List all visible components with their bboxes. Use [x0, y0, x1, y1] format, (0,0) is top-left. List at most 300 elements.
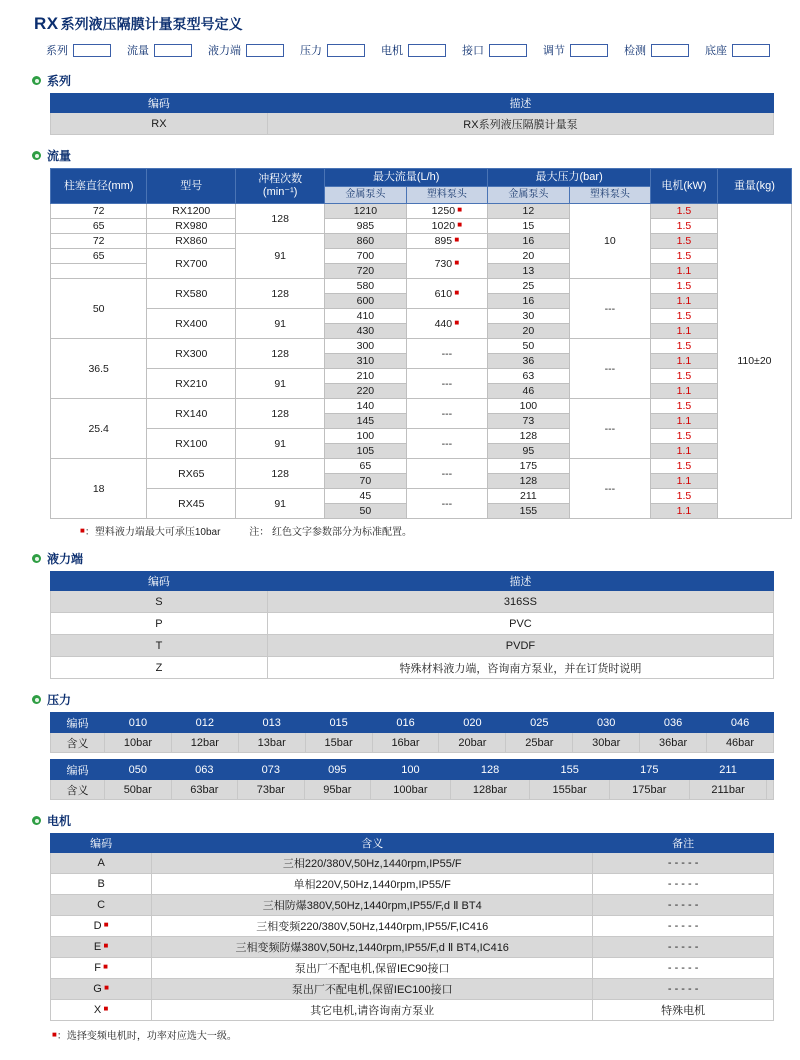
- pressure-value-cell: 12bar: [171, 733, 238, 753]
- table-row: [51, 733, 774, 753]
- flow-cell-piston: 72: [51, 204, 147, 219]
- table-header-row: [51, 760, 774, 780]
- code-input-motor[interactable]: [408, 44, 446, 57]
- table-row: [51, 613, 774, 635]
- code-label-detect: 检测: [624, 45, 646, 57]
- flow-cell-metal-flow: 700: [325, 249, 407, 264]
- pressure-value-cell: 10bar: [105, 733, 172, 753]
- flow-cell-strokes: 128: [236, 204, 325, 234]
- pressure-value-cell: 100bar: [371, 780, 451, 800]
- liquid-end-code: P: [51, 613, 268, 635]
- flow-cell-plastic-pressure: ---: [569, 279, 651, 339]
- motor-remark: - - - - -: [593, 937, 774, 958]
- flow-cell-metal-flow: 430: [325, 324, 407, 339]
- flow-cell-metal-pressure: 36: [488, 354, 570, 369]
- pressure-value-cell: 128bar: [450, 780, 530, 800]
- flow-cell-plastic-flow: ---: [406, 399, 488, 429]
- motor-code: A: [51, 853, 152, 874]
- pressure-value-cell: 25bar: [506, 733, 573, 753]
- pressure-code-cell: 128: [450, 760, 530, 780]
- motor-header-remark: 备注: [593, 834, 774, 853]
- motor-remark: - - - - -: [593, 874, 774, 895]
- flow-cell-metal-pressure: 20: [488, 249, 570, 264]
- liquid-end-desc: PVC: [267, 613, 773, 635]
- note-marker-icon: ■: [101, 983, 109, 993]
- flow-cell-model: RX65: [147, 459, 236, 489]
- flow-subheader-metal-flow: 金属泵头: [325, 187, 407, 204]
- pressure-value-cell: 63bar: [171, 780, 238, 800]
- note-marker-icon: ■: [101, 920, 109, 930]
- table-row: [51, 895, 774, 916]
- pressure-value-cell: 73bar: [238, 780, 305, 800]
- motor-code: C: [51, 895, 152, 916]
- motor-remark: - - - - -: [593, 895, 774, 916]
- pressure-code-cell: 016: [372, 713, 439, 733]
- flow-cell-motor: 1.5: [651, 219, 718, 234]
- note-marker-icon: ■: [452, 257, 460, 267]
- section-heading-series: [32, 72, 778, 89]
- motor-meaning: 泵出厂不配电机,保留IEC90接口: [152, 958, 593, 979]
- flow-cell-strokes: 128: [236, 339, 325, 369]
- flow-cell-motor: 1.5: [651, 339, 718, 354]
- pressure-label-code: 编码: [51, 713, 105, 733]
- motor-code: B: [51, 874, 152, 895]
- table-row: [51, 399, 792, 414]
- pressure-value-cell: [767, 780, 774, 800]
- table-row: [51, 369, 792, 384]
- flow-cell-motor: 1.5: [651, 459, 718, 474]
- pressure-value-cell: 211bar: [689, 780, 767, 800]
- flow-cell-metal-flow: 310: [325, 354, 407, 369]
- motor-remark: - - - - -: [593, 979, 774, 1000]
- flow-cell-metal-pressure: 16: [488, 234, 570, 249]
- pressure-code-cell: 025: [506, 713, 573, 733]
- flow-cell-plastic-flow: 440 ■: [406, 309, 488, 339]
- bullet-icon: [32, 151, 41, 160]
- note-marker-icon: ■: [100, 962, 108, 972]
- liquid-end-desc: 特殊材料液力端，咨询南方泵业，并在订货时说明: [267, 657, 773, 679]
- flow-table: [50, 168, 792, 519]
- flow-cell-metal-pressure: 16: [488, 294, 570, 309]
- flow-cell-motor: 1.5: [651, 204, 718, 219]
- flow-cell-motor: 1.5: [651, 279, 718, 294]
- code-input-liquid-end[interactable]: [246, 44, 284, 57]
- pressure-code-cell: 013: [238, 713, 305, 733]
- flow-cell-metal-flow: 300: [325, 339, 407, 354]
- flow-cell-piston: 50: [51, 279, 147, 339]
- flow-cell-motor: 1.1: [651, 294, 718, 309]
- flow-cell-strokes: 91: [236, 234, 325, 279]
- flow-cell-metal-flow: 70: [325, 474, 407, 489]
- flow-cell-metal-flow: 600: [325, 294, 407, 309]
- flow-cell-plastic-pressure: ---: [569, 459, 651, 519]
- flow-subheader-metal-pres: 金属泵头: [488, 187, 570, 204]
- table-row: [51, 916, 774, 937]
- motor-meaning: 其它电机,请咨询南方泵业: [152, 1000, 593, 1021]
- motor-code: G ■: [51, 979, 152, 1000]
- motor-header-code: 编码: [51, 834, 152, 853]
- flow-cell-strokes: 91: [236, 489, 325, 519]
- flow-table-body: [51, 204, 792, 519]
- section-title-motor: 电机: [47, 814, 72, 829]
- flow-cell-motor: 1.5: [651, 399, 718, 414]
- note-marker-icon: ■: [452, 235, 460, 245]
- pressure-code-cell: 010: [105, 713, 172, 733]
- section-heading-flow: [32, 147, 778, 164]
- liquid-end-desc: PVDF: [267, 635, 773, 657]
- note-marker-icon: ■: [455, 220, 463, 230]
- section-heading-pressure: [32, 691, 778, 708]
- flow-cell-metal-pressure: 46: [488, 384, 570, 399]
- flow-cell-metal-flow: 45: [325, 489, 407, 504]
- flow-cell-metal-flow: 220: [325, 384, 407, 399]
- flow-cell-piston: 72: [51, 234, 147, 249]
- note-marker-icon: ■: [455, 205, 463, 215]
- flow-cell-metal-pressure: 128: [488, 474, 570, 489]
- code-input-connection[interactable]: [489, 44, 527, 57]
- motor-code: D ■: [51, 916, 152, 937]
- flow-header-weight: 重量(kg): [717, 169, 791, 204]
- flow-cell-metal-flow: 985: [325, 219, 407, 234]
- code-label-base: 底座: [705, 45, 727, 57]
- table-row: [51, 459, 792, 474]
- bullet-icon: [32, 695, 41, 704]
- flow-cell-plastic-flow: 1250 ■: [406, 204, 488, 219]
- code-input-pressure[interactable]: [327, 44, 365, 57]
- flow-cell-motor: 1.1: [651, 324, 718, 339]
- code-item-series: [46, 42, 111, 58]
- code-label-liquid-end: 液力端: [208, 45, 241, 57]
- motor-remark: - - - - -: [593, 853, 774, 874]
- code-input-detect[interactable]: [651, 44, 689, 57]
- series-header-desc: 描述: [267, 94, 773, 113]
- code-item-flow: [127, 42, 192, 58]
- section-heading-liquid-end: [32, 550, 778, 567]
- flow-cell-model: RX1200: [147, 204, 236, 219]
- flow-cell-model: RX700: [147, 249, 236, 279]
- pressure-table-2: [50, 759, 774, 800]
- liquid-end-header-desc: 描述: [267, 572, 773, 591]
- pressure-code-cell: 046: [707, 713, 774, 733]
- motor-code: F ■: [51, 958, 152, 979]
- pressure-code-cell: 050: [105, 760, 172, 780]
- code-input-flow[interactable]: [154, 44, 192, 57]
- flow-header-strokes-text: 冲程次数: [258, 172, 303, 185]
- flow-header-model: 型号: [147, 169, 236, 204]
- flow-cell-strokes: 128: [236, 459, 325, 489]
- code-label-motor: 电机: [381, 45, 403, 57]
- flow-cell-plastic-pressure: ---: [569, 399, 651, 459]
- flow-cell-metal-pressure: 155: [488, 504, 570, 519]
- flow-cell-motor: 1.5: [651, 249, 718, 264]
- code-item-motor: [381, 42, 446, 58]
- motor-meaning: 三相防爆380V,50Hz,1440rpm,IP55/F,d Ⅱ BT4: [152, 895, 593, 916]
- code-label-adjust: 调节: [543, 45, 565, 57]
- flow-cell-plastic-flow: ---: [406, 369, 488, 399]
- flow-cell-metal-flow: 105: [325, 444, 407, 459]
- table-row: [51, 429, 792, 444]
- flow-cell-metal-pressure: 20: [488, 324, 570, 339]
- pressure-code-cell: 175: [610, 760, 690, 780]
- pressure-code-cell: [767, 760, 774, 780]
- page-title-prefix: RX: [34, 14, 59, 33]
- flow-cell-model: RX980: [147, 219, 236, 234]
- flow-cell-metal-flow: 580: [325, 279, 407, 294]
- flow-cell-motor: 1.5: [651, 234, 718, 249]
- page-title-text: 系列液压隔膜计量泵型号定义: [60, 16, 243, 32]
- table-header-row: [51, 169, 792, 187]
- flow-cell-motor: 1.1: [651, 384, 718, 399]
- flow-cell-plastic-flow: 610 ■: [406, 279, 488, 309]
- flow-cell-model: RX580: [147, 279, 236, 309]
- section-heading-motor: [32, 812, 778, 829]
- flow-cell-metal-pressure: 50: [488, 339, 570, 354]
- flow-cell-motor: 1.1: [651, 354, 718, 369]
- motor-meaning: 三相变频220/380V,50Hz,1440rpm,IP55/F,IC416: [152, 916, 593, 937]
- flow-cell-strokes: 128: [236, 399, 325, 429]
- model-code-selector: [46, 42, 778, 58]
- flow-cell-strokes: 91: [236, 429, 325, 459]
- pressure-value-cell: 30bar: [573, 733, 640, 753]
- note-marker-icon: ■: [80, 526, 85, 536]
- flow-cell-metal-pressure: 95: [488, 444, 570, 459]
- motor-table: [50, 833, 774, 1021]
- table-header-row: [51, 94, 774, 113]
- pressure-code-cell: 030: [573, 713, 640, 733]
- code-input-adjust[interactable]: [570, 44, 608, 57]
- flow-cell-metal-flow: 720: [325, 264, 407, 279]
- flow-cell-motor: 1.5: [651, 369, 718, 384]
- motor-body: [51, 853, 774, 1021]
- flow-header-maxflow: 最大流量(L/h): [325, 169, 488, 187]
- flow-cell-motor: 1.1: [651, 504, 718, 519]
- flow-note-left: ：塑料液力端最大可承压10bar: [84, 527, 221, 539]
- table-row: [51, 874, 774, 895]
- flow-table-wrapper: [50, 168, 792, 538]
- motor-header-meaning: 含义: [152, 834, 593, 853]
- pressure-value-cell: 15bar: [305, 733, 372, 753]
- table-row: [51, 591, 774, 613]
- series-code: RX: [51, 113, 268, 135]
- flow-cell-metal-flow: 410: [325, 309, 407, 324]
- code-input-base[interactable]: [732, 44, 770, 57]
- bullet-icon: [32, 816, 41, 825]
- motor-remark: - - - - -: [593, 916, 774, 937]
- flow-cell-motor: 1.5: [651, 309, 718, 324]
- pressure-value-cell: 155bar: [530, 780, 610, 800]
- flow-cell-model: RX45: [147, 489, 236, 519]
- pressure-value-cell: 13bar: [238, 733, 305, 753]
- flow-cell-model: RX300: [147, 339, 236, 369]
- motor-remark: 特殊电机: [593, 1000, 774, 1021]
- code-item-connection: [462, 42, 527, 58]
- flow-subheader-plastic-pres: 塑料泵头: [569, 187, 651, 204]
- section-title-pressure: 压力: [47, 693, 72, 708]
- flow-cell-metal-pressure: 30: [488, 309, 570, 324]
- motor-meaning: 单相220V,50Hz,1440rpm,IP55/F: [152, 874, 593, 895]
- flow-cell-metal-flow: 140: [325, 399, 407, 414]
- pressure-value-cell: 46bar: [707, 733, 774, 753]
- flow-cell-metal-pressure: 12: [488, 204, 570, 219]
- flow-cell-metal-pressure: 63: [488, 369, 570, 384]
- table-row: [51, 958, 774, 979]
- motor-note-text: ：选择变频电机时，功率对应选大一级。: [56, 1031, 237, 1043]
- flow-header-strokes: [236, 169, 325, 204]
- bullet-icon: [32, 76, 41, 85]
- series-header-code: 编码: [51, 94, 268, 113]
- section-title-liquid-end: 液力端: [47, 552, 84, 567]
- code-item-pressure: [300, 42, 365, 58]
- pressure-code-cell: 155: [530, 760, 610, 780]
- pressure-value-cell: 16bar: [372, 733, 439, 753]
- code-label-pressure: 压力: [300, 45, 322, 57]
- table-row: [51, 853, 774, 874]
- flow-header-motor: 电机(kW): [651, 169, 718, 204]
- liquid-end-code: Z: [51, 657, 268, 679]
- flow-cell-plastic-flow: 730 ■: [406, 249, 488, 279]
- pressure-value-cell: 175bar: [610, 780, 690, 800]
- flow-cell-metal-pressure: 100: [488, 399, 570, 414]
- flow-header-strokes-unit: (min⁻¹): [262, 186, 298, 199]
- table-row: [51, 489, 792, 504]
- table-header-row: [51, 572, 774, 591]
- table-row: [51, 279, 792, 294]
- table-row: [51, 309, 792, 324]
- table-row: [51, 339, 792, 354]
- flow-cell-motor: 1.1: [651, 474, 718, 489]
- flow-cell-piston: 18: [51, 459, 147, 519]
- pressure-label-meaning: 含义: [51, 733, 105, 753]
- table-row: [51, 234, 792, 249]
- table-row: [51, 635, 774, 657]
- section-title-series: 系列: [47, 74, 72, 88]
- liquid-end-code: T: [51, 635, 268, 657]
- motor-meaning: 三相220/380V,50Hz,1440rpm,IP55/F: [152, 853, 593, 874]
- motor-remark: - - - - -: [593, 958, 774, 979]
- pressure-code-cell: 073: [238, 760, 305, 780]
- code-item-base: [705, 42, 770, 58]
- flow-cell-plastic-flow: ---: [406, 489, 488, 519]
- flow-cell-plastic-flow: ---: [406, 459, 488, 489]
- table-row: [51, 937, 774, 958]
- flow-cell-metal-pressure: 13: [488, 264, 570, 279]
- flow-cell-plastic-pressure: 10: [569, 204, 651, 279]
- pressure-code-cell: 095: [304, 760, 371, 780]
- flow-cell-model: RX100: [147, 429, 236, 459]
- code-label-series: 系列: [46, 45, 68, 57]
- table-row: [51, 1000, 774, 1021]
- flow-cell-metal-pressure: 128: [488, 429, 570, 444]
- pressure-code-cell: 211: [689, 760, 767, 780]
- flow-cell-motor: 1.1: [651, 414, 718, 429]
- bullet-icon: [32, 554, 41, 563]
- table-header-row: [51, 834, 774, 853]
- flow-cell-metal-pressure: 175: [488, 459, 570, 474]
- table-row: [51, 219, 792, 234]
- code-item-detect: [624, 42, 689, 58]
- flow-cell-metal-flow: 65: [325, 459, 407, 474]
- table-row: [51, 249, 792, 264]
- motor-code: E ■: [51, 937, 152, 958]
- pressure-label-code: 编码: [51, 760, 105, 780]
- flow-cell-piston: 65: [51, 249, 147, 264]
- flow-cell-metal-pressure: 73: [488, 414, 570, 429]
- note-marker-icon: ■: [452, 287, 460, 297]
- table-row: [51, 204, 792, 219]
- liquid-end-desc: 316SS: [267, 591, 773, 613]
- flow-cell-model: RX400: [147, 309, 236, 339]
- pressure-code-cell: 015: [305, 713, 372, 733]
- motor-meaning: 泵出厂不配电机,保留IEC100接口: [152, 979, 593, 1000]
- flow-cell-plastic-pressure: ---: [569, 339, 651, 399]
- note-marker-icon: ■: [52, 1030, 57, 1040]
- series-desc: RX系列液压隔膜计量泵: [267, 113, 773, 135]
- table-row: [51, 780, 774, 800]
- series-table: [50, 93, 774, 135]
- flow-cell-metal-flow: 1210: [325, 204, 407, 219]
- flow-cell-model: RX860: [147, 234, 236, 249]
- pressure-code-cell: 012: [171, 713, 238, 733]
- flow-cell-model: RX140: [147, 399, 236, 429]
- pressure-value-cell: 36bar: [640, 733, 707, 753]
- flow-cell-motor: 1.1: [651, 264, 718, 279]
- code-input-series[interactable]: [73, 44, 111, 57]
- pressure-code-cell: 063: [171, 760, 238, 780]
- code-item-adjust: [543, 42, 608, 58]
- flow-cell-plastic-flow: 895 ■: [406, 234, 488, 249]
- liquid-end-table: [50, 571, 774, 679]
- pressure-code-cell: 036: [640, 713, 707, 733]
- note-marker-icon: ■: [101, 941, 109, 951]
- flow-note-right: 注： 红色文字参数部分为标准配置。: [249, 527, 412, 539]
- flow-cell-piston: 65: [51, 219, 147, 234]
- flow-cell-metal-pressure: 211: [488, 489, 570, 504]
- flow-header-maxpressure: 最大压力(bar): [488, 169, 651, 187]
- flow-cell-metal-flow: 210: [325, 369, 407, 384]
- flow-cell-strokes: 128: [236, 279, 325, 309]
- flow-cell-metal-flow: 860: [325, 234, 407, 249]
- flow-cell-plastic-flow: 1020 ■: [406, 219, 488, 234]
- motor-meaning: 三相变频防爆380V,50Hz,1440rpm,IP55/F,d Ⅱ BT4,IC416: [152, 937, 593, 958]
- table-row: [51, 979, 774, 1000]
- note-marker-icon: ■: [101, 1004, 109, 1014]
- code-item-liquid-end: [208, 42, 284, 58]
- flow-subheader-plastic-flow: 塑料泵头: [406, 187, 488, 204]
- flow-cell-plastic-flow: ---: [406, 429, 488, 459]
- pressure-value-cell: 20bar: [439, 733, 506, 753]
- code-label-flow: 流量: [127, 45, 149, 57]
- table-header-row: [51, 713, 774, 733]
- flow-cell-piston: 36.5: [51, 339, 147, 399]
- pressure-code-cell: 020: [439, 713, 506, 733]
- liquid-end-body: [51, 591, 774, 679]
- flow-cell-metal-flow: 50: [325, 504, 407, 519]
- pressure-table-1: [50, 712, 774, 753]
- flow-cell-piston: 25.4: [51, 399, 147, 459]
- flow-cell-metal-pressure: 25: [488, 279, 570, 294]
- flow-cell-strokes: 91: [236, 369, 325, 399]
- note-marker-icon: ■: [452, 317, 460, 327]
- liquid-end-code: S: [51, 591, 268, 613]
- flow-cell-motor: 1.5: [651, 489, 718, 504]
- flow-cell-metal-flow: 145: [325, 414, 407, 429]
- pressure-code-cell: 100: [371, 760, 451, 780]
- flow-cell-metal-flow: 100: [325, 429, 407, 444]
- flow-note: [80, 523, 792, 538]
- pressure-value-cell: 95bar: [304, 780, 371, 800]
- flow-cell-weight: 110±20: [717, 204, 791, 519]
- flow-cell-strokes: 91: [236, 309, 325, 339]
